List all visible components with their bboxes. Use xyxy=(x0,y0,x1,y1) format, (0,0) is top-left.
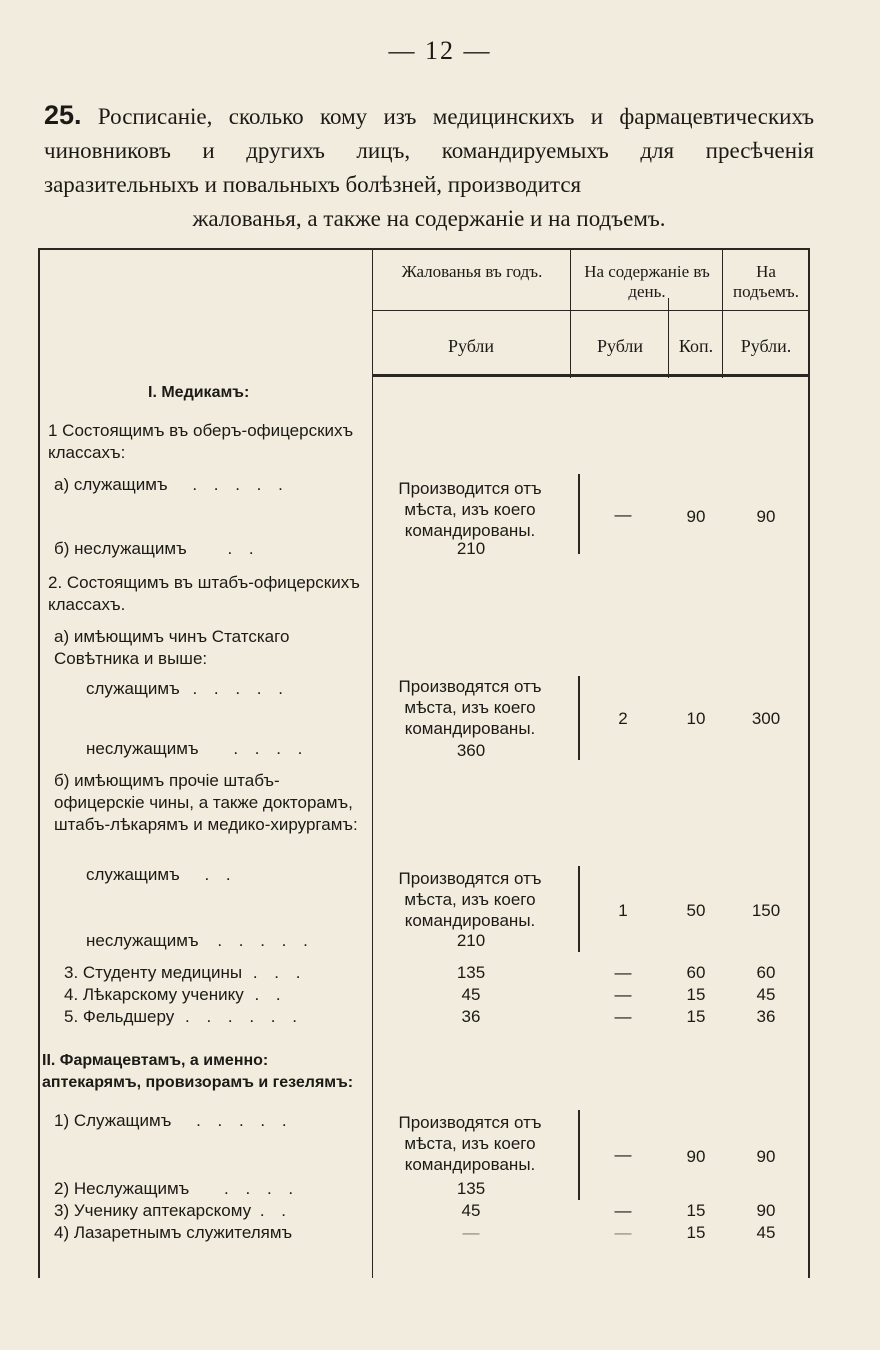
g3-lift: 150 xyxy=(751,901,781,920)
header-bottom-rule xyxy=(372,374,810,377)
g2-salary-value: 360 xyxy=(456,741,486,760)
unit-upkeep-rub: Рубли xyxy=(596,336,644,356)
page-number: — 12 — xyxy=(388,36,492,65)
g2-upkeep-rub: 2 xyxy=(618,709,628,728)
col-divider-4 xyxy=(722,248,723,378)
row-1b-nonserving: б) неслужащимъ . . xyxy=(54,539,260,558)
row-ph-apprentice-lift: 90 xyxy=(756,1201,776,1220)
row-ph-apprentice-kop: 15 xyxy=(686,1201,706,1220)
row-feldsher: 5. Фельдшеру . . . . . . xyxy=(64,1007,303,1026)
row-2a-state-counsellor: а) имѣющимъ чинъ Статскаго Совѣтника и выше: xyxy=(54,627,290,668)
row-feldsher-salary: 36 xyxy=(461,1007,481,1026)
g1-salary-note: Производится отъ мѣста, изъ коего командированы. xyxy=(398,479,542,540)
row-ph-serving: 1) Служащимъ . . . . . xyxy=(54,1111,293,1130)
row-student: 3. Студенту медицины . . . xyxy=(64,963,307,982)
row-staff-officer-classes: 2. Состоящимъ въ штабъ-офицерскихъ классахъ. xyxy=(48,573,360,614)
g3-upkeep-rub: 1 xyxy=(618,901,628,920)
g4-upkeep-rub: — xyxy=(614,1145,632,1164)
row-ph-hospital-servants-kop: 15 xyxy=(686,1223,706,1242)
row-ph-nonserving-label: 2) Неслужащимъ xyxy=(54,1179,190,1198)
header-mid-rule xyxy=(372,310,810,311)
row-ph-hospital-servants-salary: — xyxy=(462,1223,480,1242)
row-ph-apprentice-salary: 45 xyxy=(461,1201,481,1220)
row-2b-serving-label: служащимъ xyxy=(86,865,180,884)
g2-lift: 300 xyxy=(751,709,781,728)
row-ph-apprentice: 3) Ученику аптекарскому . . xyxy=(54,1201,292,1220)
row-2a-serving-label: служащимъ xyxy=(86,679,180,698)
row-medical-apprentice-salary: 45 xyxy=(461,985,481,1004)
g1-upkeep-rub: — xyxy=(614,505,632,524)
g3-salary-value: 210 xyxy=(456,931,486,950)
row-ph-serving-label: 1) Служащимъ xyxy=(54,1111,172,1130)
unit-upkeep-kop: Коп. xyxy=(678,336,714,356)
row-ph-hospital-servants xyxy=(54,1222,372,1244)
row-medical-apprentice-lift: 45 xyxy=(756,985,776,1004)
g1-upkeep-kop: 90 xyxy=(686,507,706,526)
header-salary: Жалованья въ годъ. xyxy=(401,262,543,281)
row-2b-nonserving: неслужащимъ . . . . . xyxy=(86,931,314,950)
g1-salary-value: 210 xyxy=(456,539,486,558)
row-feldsher-rub: — xyxy=(614,1007,632,1026)
row-2b-serving: служащимъ . . xyxy=(86,865,237,884)
header-upkeep: На содержанiе въ день. xyxy=(584,262,710,301)
row-2b-other-staff: б) имѣющимъ прочiе штабъ-офицерскiе чины, а также докторамъ, штабъ-лѣкарямъ и медико-хирургамъ: xyxy=(54,771,358,834)
unit-salary: Рубли xyxy=(447,336,495,356)
row-ph-hospital-servants-lift: 45 xyxy=(756,1223,776,1242)
row-2a-nonserving: неслужащимъ . . . . xyxy=(86,739,309,758)
row-1b-label: б) неслужащимъ xyxy=(54,539,187,558)
row-medical-apprentice: 4. Лѣкарскому ученику . . xyxy=(64,985,287,1004)
row-ph-nonserving: 2) Неслужащимъ . . . . xyxy=(54,1179,300,1198)
g3-upkeep-kop: 50 xyxy=(686,901,706,920)
row-feldsher-label: 5. Фельдшеру xyxy=(64,1007,175,1026)
row-2a-nonserving-label: неслужащимъ xyxy=(86,739,199,758)
g3-salary-note: Производятся отъ мѣста, изъ коего командированы. xyxy=(398,869,542,930)
unit-lift: Рубли. xyxy=(740,336,792,356)
g1-lift: 90 xyxy=(756,507,776,526)
row-ph-apprentice-rub: — xyxy=(614,1201,632,1220)
row-ph-hospital-servants-rub: — xyxy=(614,1223,632,1242)
g4-lift: 90 xyxy=(756,1147,776,1166)
row-medical-apprentice-label: 4. Лѣкарскому ученику xyxy=(64,985,244,1004)
row-feldsher-lift: 36 xyxy=(756,1007,776,1026)
salary-table xyxy=(38,248,810,1278)
row-1a-serving: а) служащимъ . . . . . xyxy=(54,475,289,494)
g2-upkeep-kop: 10 xyxy=(686,709,706,728)
row-1a-label: а) служащимъ xyxy=(54,475,168,494)
row-student-rub: — xyxy=(614,963,632,982)
g4-salary-value: 135 xyxy=(456,1179,486,1198)
g2-salary-note: Производятся отъ мѣста, изъ коего командированы. xyxy=(398,677,542,738)
title-last-line: жалованья, а также на содержанiе и на подъемъ. xyxy=(192,206,666,231)
table-top-border xyxy=(38,248,810,250)
g4-upkeep-kop: 90 xyxy=(686,1147,706,1166)
section-pharmacists: II. Фармацевтамъ, а именно: аптекарямъ, провизорамъ и гезелямъ: xyxy=(42,1052,354,1091)
header-lift: На подъемъ. xyxy=(733,262,799,301)
table-right-border xyxy=(808,248,810,1278)
title-number: 25. xyxy=(44,100,82,130)
row-ph-apprentice-label: 3) Ученику аптекарскому xyxy=(54,1201,252,1220)
row-2b-nonserving-label: неслужащимъ xyxy=(86,931,199,950)
col-divider-2 xyxy=(570,248,571,378)
table-left-border xyxy=(38,248,40,1278)
row-chief-officer-classes: 1 Состоящимъ въ оберъ-офицерскихъ классахъ: xyxy=(48,421,354,462)
document-title xyxy=(44,98,814,236)
row-medical-apprentice-kop: 15 xyxy=(686,985,706,1004)
title-text: Росписанiе, сколько кому изъ медицинскихъ и фармацевтическихъ чиновниковъ и другихъ лицъ, командируемыхъ для пресѣченiя заразительныхъ и повальныхъ болѣзней, производится xyxy=(44,104,814,197)
row-medical-apprentice-rub: — xyxy=(614,985,632,1004)
section-medics: I. Медикамъ: xyxy=(148,384,250,401)
row-student-lift: 60 xyxy=(756,963,776,982)
row-student-salary: 135 xyxy=(456,963,486,982)
row-feldsher-kop: 15 xyxy=(686,1007,706,1026)
row-ph-hospital-servants-label: 4) Лазаретнымъ служителямъ xyxy=(54,1223,293,1242)
g4-salary-note: Производятся отъ мѣста, изъ коего командированы. xyxy=(398,1113,542,1174)
row-2a-serving: служащимъ . . . . . xyxy=(86,679,289,698)
row-student-label: 3. Студенту медицины xyxy=(64,963,243,982)
row-student-kop: 60 xyxy=(686,963,706,982)
